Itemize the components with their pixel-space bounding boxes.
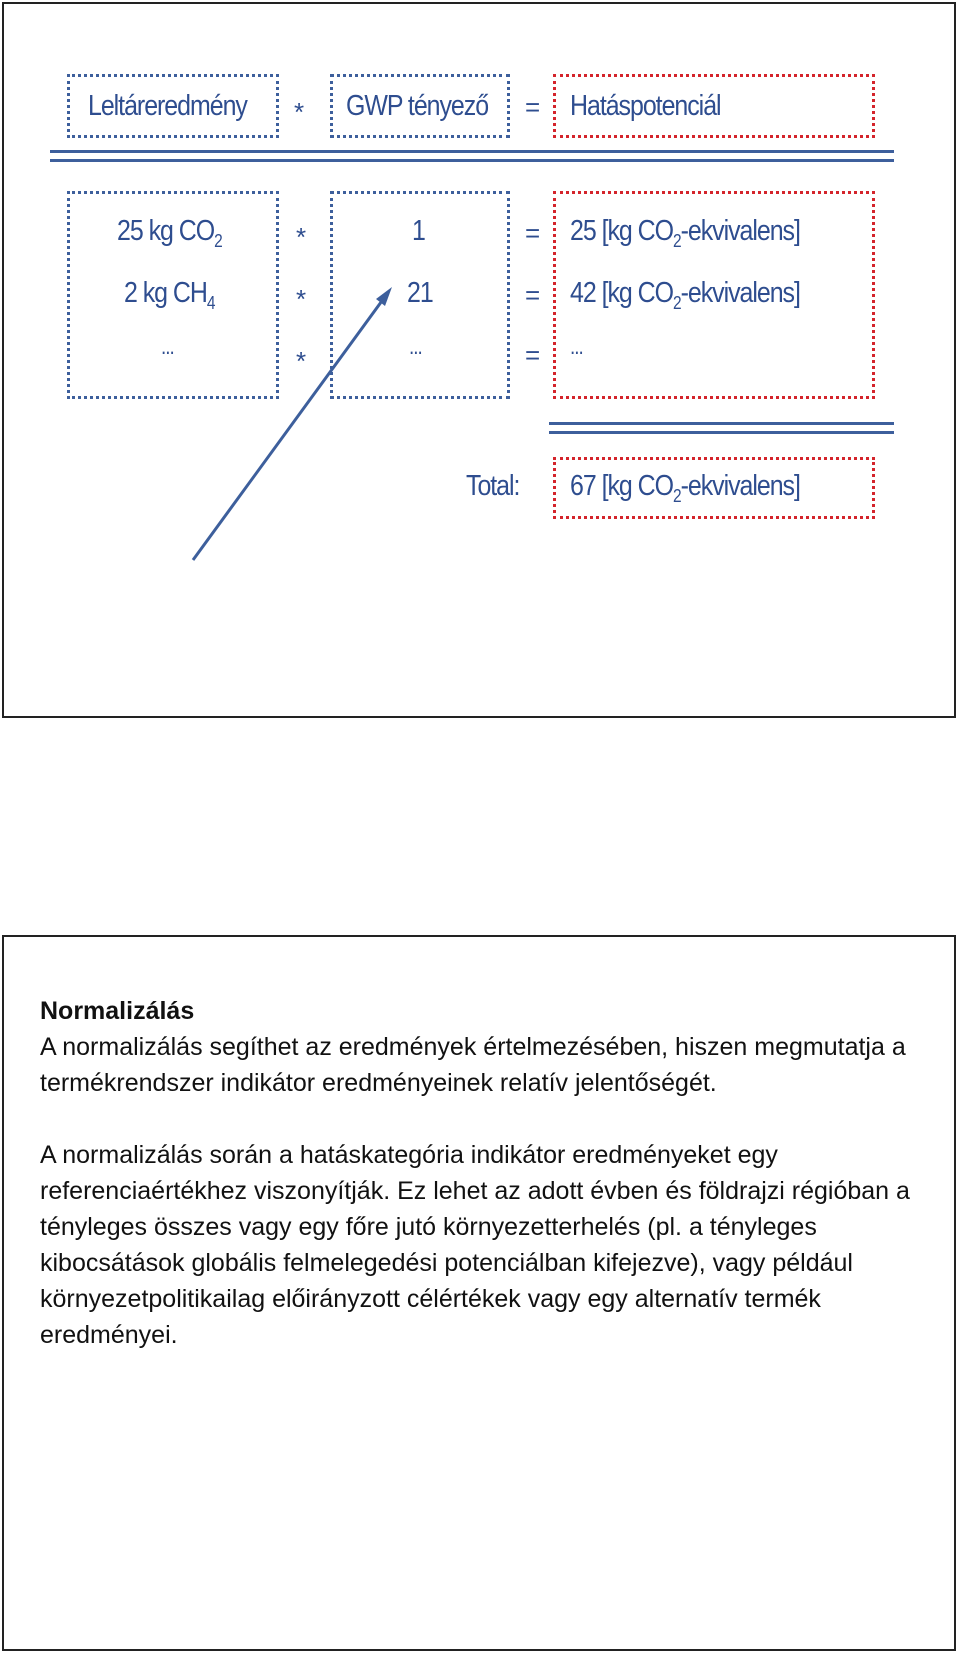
total-label: Total: <box>466 470 520 502</box>
equals-sign-row3: = <box>525 340 541 370</box>
inventory-ch4: 2 kg $CH_4$ <box>124 277 215 313</box>
impact-more: ... <box>570 334 583 359</box>
multiply-sign-row2: * <box>296 284 307 314</box>
arrow-head <box>376 287 392 306</box>
notes-text <box>40 993 940 1353</box>
gwp-factor-ch4: 21 <box>407 277 433 309</box>
inventory-more: ... <box>161 334 174 359</box>
equals-sign-row1: = <box>525 218 541 248</box>
equals-sign-header: = <box>525 92 541 122</box>
section-heading: Normalizálás <box>40 997 195 1025</box>
multiply-sign-row3: * <box>296 346 307 376</box>
paragraph-2: A normalizálás során a hatáskategória indikátor eredményeket egy referenciaértékhez viszonyítják. Ez lehet az adott évben és földrajzi régióban a tényleges összes vagy egy főre jutó környezetterhelés (pl. a tényleges kibocsátások globális felmelegedési potenciálban kifejezve), vagy például környezetpolitikailag előirányzott célértékek vagy egy alternatív termék eredményei. <box>40 1141 910 1349</box>
impact-header-label: Hatáspotenciál <box>570 90 721 122</box>
gwp-header-label: GWP tényező <box>346 90 489 122</box>
diagram-slide <box>2 2 956 718</box>
equals-sign-row2: = <box>525 280 541 310</box>
paragraph-gap <box>40 1101 940 1137</box>
total-value: 67 [kg $CO_2-ekvivalens$] <box>570 470 800 506</box>
multiply-sign-row1: * <box>296 222 307 252</box>
inventory-header-label: Leltáreredmény <box>88 90 247 122</box>
impact-ch4: 42 [kg $CO_2-ekvivalens$] <box>570 277 800 313</box>
impact-co2: 25 [kg $CO_2-ekvivalens$] <box>570 215 800 251</box>
arrow-line <box>193 294 387 560</box>
gwp-factor-co2: 1 <box>412 215 425 247</box>
gwp-lookup-arrow <box>4 4 954 716</box>
paragraph-1: A normalizálás segíthet az eredmények értelmezésében, hiszen megmutatja a termékrendszer indikátor eredményeinek relatív jelentőségét. <box>40 1033 906 1097</box>
multiply-sign-header: * <box>294 97 305 127</box>
gwp-factor-more: ... <box>409 334 422 359</box>
inventory-co2: 25 kg $CO_2$ <box>117 215 222 251</box>
notes-slide <box>2 935 956 1651</box>
